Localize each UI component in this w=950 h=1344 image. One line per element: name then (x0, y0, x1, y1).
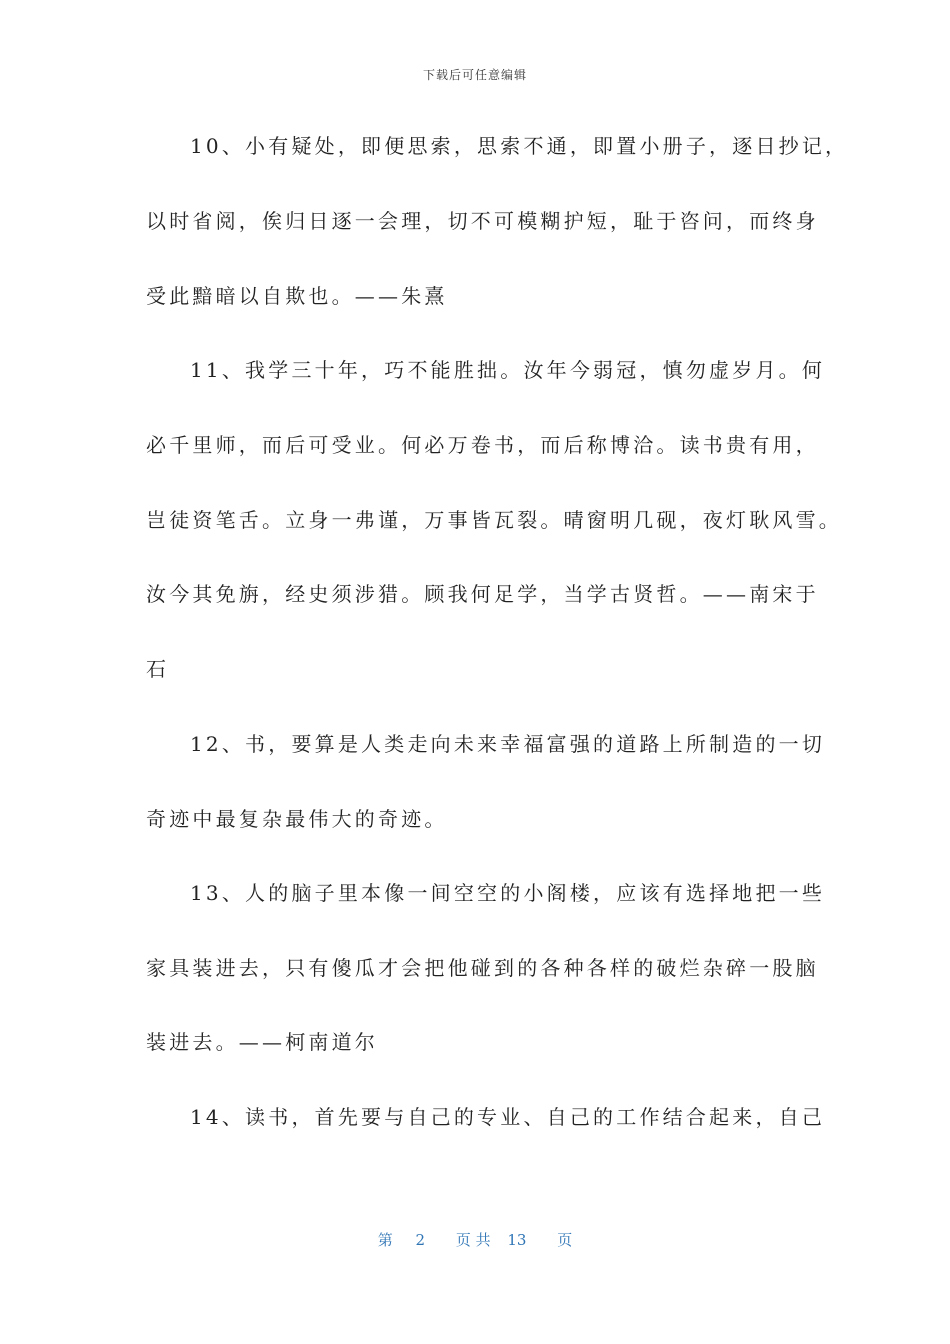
text-line: 汝今其免旃，经史须涉猎。顾我何足学，当学古贤哲。——南宋于 (146, 582, 819, 606)
page-header: 下载后可任意编辑 (422, 68, 527, 82)
text-line: 14、读书，首先要与自己的专业、自己的工作结合起来，自己 (190, 1105, 826, 1129)
total-pages-number: 13 (507, 1231, 527, 1249)
text-line: 必千里师，而后可受业。何必万卷书，而后称博洽。读书贵有用， (146, 433, 819, 457)
footer-of-label: 页 共 (455, 1231, 491, 1249)
text-line: 家具装进去，只有傻瓜才会把他碰到的各种各样的破烂杂碎一股脑 (146, 956, 819, 980)
text-line: 11、我学三十年，巧不能胜拙。汝年今弱冠，慎勿虚岁月。何 (190, 358, 826, 382)
text-line: 以时省阅，俟归日逐一会理，切不可模糊护短，耻于咨问，而终身 (146, 209, 819, 233)
text-line: 13、人的脑子里本像一间空空的小阁楼，应该有选择地把一些 (190, 881, 826, 905)
footer-page-label: 第 (377, 1231, 393, 1249)
footer-pages-label: 页 (557, 1231, 573, 1249)
text-line: 受此黯暗以自欺也。——朱熹 (146, 284, 448, 308)
text-line: 12、书，要算是人类走向未来幸福富强的道路上所制造的一切 (190, 732, 826, 756)
text-line: 石 (146, 657, 170, 681)
text-line: 岂徒资笔舌。立身一弗谨，万事皆瓦裂。晴窗明几砚，夜灯耿风雪。 (146, 508, 842, 532)
page-footer (0, 1229, 950, 1250)
text-line: 奇迹中最复杂最伟大的奇迹。 (146, 807, 448, 831)
text-line: 10、小有疑处，即便思索，思索不通，即置小册子，逐日抄记， (190, 134, 849, 158)
text-line: 装进去。——柯南道尔 (146, 1030, 378, 1054)
current-page-number: 2 (415, 1231, 426, 1249)
